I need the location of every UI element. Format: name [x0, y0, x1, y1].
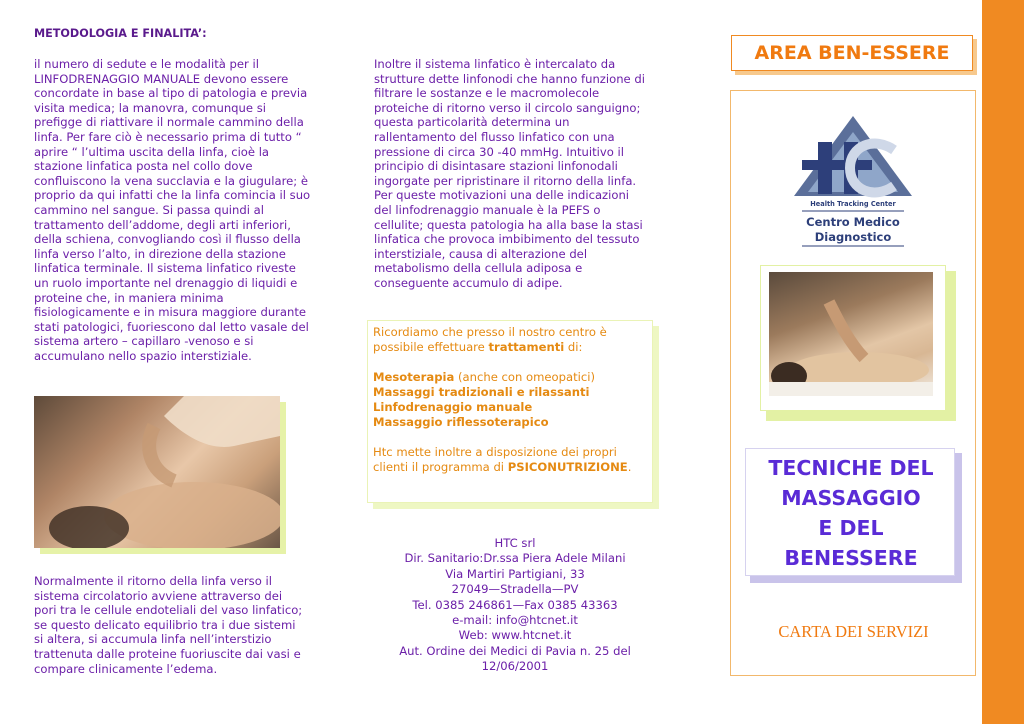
brochure-subtitle: CARTA DEI SERVIZI	[778, 622, 929, 641]
orange-side-stripe	[982, 0, 1024, 724]
title-line-1: TECNICHE DEL	[768, 456, 934, 480]
massage-illustration-right	[769, 272, 933, 396]
medical-director: Dir. Sanitario:Dr.ssa Piera Adele Milani	[404, 551, 626, 566]
area-label: AREA BEN-ESSERE	[731, 35, 973, 71]
website: Web: www.htcnet.it	[458, 628, 572, 643]
brochure-title-box	[745, 448, 957, 578]
htc-logo	[784, 114, 922, 250]
address-street: Via Martiri Partigiani, 33	[445, 566, 585, 581]
authorization: Aut. Ordine dei Medici di Pavia n. 25 del	[399, 643, 631, 658]
treatments-intro-end: di:	[564, 340, 583, 354]
logo-name-line2: Diagnostico	[814, 230, 892, 244]
methodology-paragraph: il numero di sedute e le modalità per il LINFODRENAGGIO MANUALE devono essere concordate in base al tipo di patologia e previa visita medica; la manovra, comunque si prefigge di riattivare il normale cammino della linfa. Per fare ciò è necessario prima di tutto “ aprire “ l’ultima uscita della linfa, cioè la stazione linfatica posta nel collo dove confluiscono la vena succlavia e la giugulare; è proprio da qui infatti che la linfa comincia il suo cammino nel sangue. Si passa quindi al trattamento dell’addome, degli arti inferiori, della schiena, convogliando così il flusso della linfa verso l’alto, in direzione della stazione linfatica terminale. Il sistema linfatico riveste un ruolo importante nel drenaggio di liquidi e proteine che, in maniera minima fisiologicamente e in misura maggiore durante stati patologici, fuoriescono dal letto vasale del sistema artero – capillaro -venoso e si accumulano nello spazio interstiziale.	[34, 57, 311, 363]
massage-illustration	[34, 396, 280, 548]
title-line-3: E DEL	[818, 516, 884, 540]
massage-photo-left	[34, 396, 280, 548]
area-label-box	[731, 35, 973, 71]
treatment-item-mesoterapia-bold: Mesoterapia	[373, 370, 455, 384]
logo-name-line1: Centro Medico	[806, 215, 900, 229]
treatments-intro-bold: trattamenti	[488, 340, 565, 354]
company-name: HTC srl	[494, 536, 536, 550]
lymphatic-system-paragraph: Inoltre il sistema linfatico è intercalato da strutture dette linfonodi che hanno funzione di filtrare le sostanze e le macromolecole proteiche di ritorno verso il circolo sanguigno; questa particolarità determina un rallentamento del flusso linfatico con una pressione di circa 30 -40 mmHg. Intuitivo il principio di disintasare stazioni linfonodali ingorgate per ripristinare il ritorno della linfa. Per queste motivazioni una delle indicazioni del linfodrenaggio manuale è la PEFS o cellulite; questa patologia ha alla base la stasi linfatica che provoca imbibimento del tessuto interstiziale, causa di alterazione del metabolismo della cellula adiposa e conseguente accumulo di adipe.	[374, 57, 645, 290]
brochure-title	[746, 453, 956, 573]
spacer	[373, 355, 647, 370]
title-line-4: BENESSERE	[784, 546, 918, 570]
contact-info	[370, 536, 660, 675]
spacer	[373, 430, 647, 445]
photo-right-frame	[760, 265, 946, 411]
massage-image-right	[769, 272, 933, 396]
treatment-item-mesoterapia	[373, 370, 647, 385]
psiconutrizione-note	[373, 445, 647, 475]
treatments-intro-text: Ricordiamo che presso il nostro centro è possibile effettuare	[373, 325, 607, 354]
methodology-heading: METODOLOGIA E FINALITA’:	[34, 27, 207, 40]
lymph-return-paragraph: Normalmente il ritorno della linfa verso il sistema circolatorio avviene attraverso dei pori tra le cellule endoteliali del vaso linfatico; se questo delicato equilibrio tra i due sistemi si altera, si accumula linfa nell’interstizio trattenuta dalle proteine fuoriuscite dai vasi e compare clinicamente l’edema.	[34, 574, 303, 676]
phone-fax: Tel. 0385 246861—Fax 0385 43363	[412, 597, 618, 612]
treatment-item-linfodrenaggio: Linfodrenaggio manuale	[373, 400, 533, 414]
treatments-box	[367, 320, 657, 505]
psiconutrizione-text: Htc mette inoltre a disposizione dei propri clienti il programma di	[373, 445, 617, 474]
treatment-item-mesoterapia-rest: (anche con omeopatici)	[454, 370, 595, 384]
title-line-2: MASSAGGIO	[781, 486, 921, 510]
htc-logo-graphic	[784, 114, 922, 250]
email: e-mail: info@htcnet.it	[452, 613, 578, 628]
treatments-box-content	[367, 320, 653, 503]
authorization-date: 12/06/2001	[481, 659, 549, 674]
treatment-item-riflessoterapico: Massaggio riflessoterapico	[373, 415, 549, 429]
logo-tagline: Health Tracking Center	[810, 200, 896, 208]
address-city: 27049—Stradella—PV	[451, 582, 579, 597]
title-box-content	[745, 448, 955, 576]
massage-image	[34, 396, 280, 548]
psiconutrizione-end: .	[627, 460, 632, 474]
psiconutrizione-bold: PSICONUTRIZIONE	[507, 460, 628, 474]
massage-photo-right	[760, 265, 948, 415]
treatment-item-massaggi: Massaggi tradizionali e rilassanti	[373, 385, 590, 399]
treatments-intro	[373, 325, 647, 355]
